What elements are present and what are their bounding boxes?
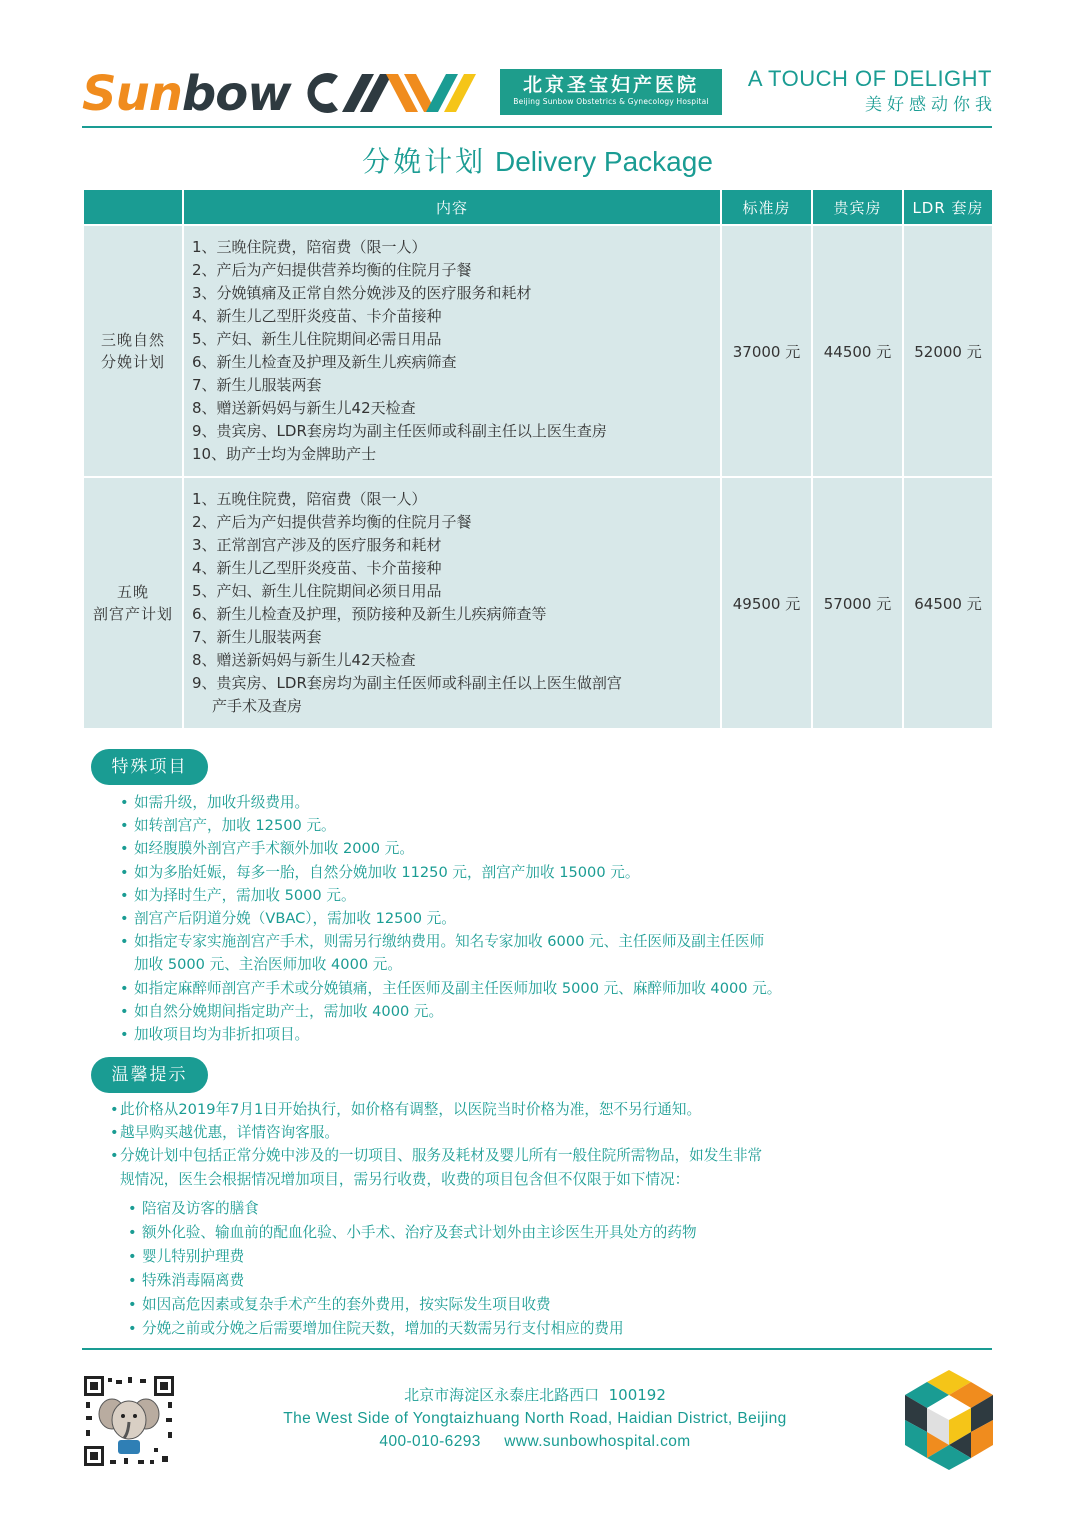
- table-row: [83, 225, 993, 477]
- plan-item: 产手术及查房: [212, 697, 303, 715]
- tips-label: 温馨提示: [91, 1057, 208, 1093]
- header-plan: [83, 189, 183, 225]
- plan-item: 8、赠送新妈妈与新生儿42天检查: [192, 651, 416, 669]
- price-ldr: 52000 元: [903, 225, 993, 477]
- list-item-continued: 加收 5000 元、主治医师加收 4000 元。: [134, 956, 402, 974]
- header-standard-room: 标准房: [721, 189, 812, 225]
- page-title-cn: 分娩计划: [362, 145, 487, 178]
- header-divider: [82, 126, 992, 128]
- plan-item: 10、助产士均为金牌助产士: [192, 445, 377, 463]
- slogan: [747, 66, 997, 118]
- list-item: • 特殊消毒隔离费: [128, 1269, 697, 1293]
- list-item: • 如经腹膜外剖宫产手术额外加收 2000 元。: [120, 837, 781, 860]
- page-header: [82, 60, 997, 128]
- plan-name: [83, 477, 183, 729]
- special-items-list: [120, 791, 781, 1046]
- footer-divider: [82, 1348, 992, 1350]
- plan-item: 9、贵宾房、LDR套房均为副主任医师或科副主任以上医生做剖宫: [192, 674, 622, 692]
- plan-name: [83, 225, 183, 477]
- logo-letters-un: un: [115, 66, 182, 122]
- list-item: • 如指定麻醉师剖宫产手术或分娩镇痛，主任医师及副主任医师加收 5000 元、麻醉师加收 4000 元。: [120, 977, 781, 1000]
- price-vip: 44500 元: [812, 225, 903, 477]
- list-item: • 如转剖宫产，加收 12500 元。: [120, 814, 781, 837]
- header-ldr-suite: LDR 套房: [903, 189, 993, 225]
- hospital-name-en: Beijing Sunbow Obstetrics & Gynecology Hospital: [513, 97, 709, 106]
- plan-item: 2、产后为产妇提供营养均衡的住院月子餐: [192, 513, 472, 531]
- list-item: • 如需升级，加收升级费用。: [120, 791, 781, 814]
- plan-item: 1、三晚住院费，陪宿费（限一人）: [192, 238, 427, 256]
- hospital-name-badge: [500, 69, 722, 115]
- footer-contact: [230, 1384, 840, 1453]
- special-items-label: 特殊项目: [91, 749, 208, 785]
- list-item: • 陪宿及访客的膳食: [128, 1197, 697, 1221]
- plan-item: 4、新生儿乙型肝炎疫苗、卡介苗接种: [192, 307, 442, 325]
- price-standard: 49500 元: [721, 477, 812, 729]
- plan-item: 9、贵宾房、LDR套房均为副主任医师或科副主任以上医生查房: [192, 422, 607, 440]
- list-item: • 剖宫产后阴道分娩（VBAC），需加收 12500 元。: [120, 907, 781, 930]
- plan-item: 2、产后为产妇提供营养均衡的住院月子餐: [192, 261, 472, 279]
- list-item: • 分娩计划中包括正常分娩中涉及的一切项目、服务及耗材及婴儿所有一般住院所需物品，如发生非常: [110, 1144, 762, 1167]
- plan-item: 3、分娩镇痛及正常自然分娩涉及的医疗服务和耗材: [192, 284, 532, 302]
- plan-name-line: 五晚: [116, 583, 149, 601]
- plan-item: 7、新生儿服装两套: [192, 376, 322, 394]
- logo-letters-bow: bow: [181, 66, 291, 122]
- plan-name-line: 剖宫产计划: [92, 605, 173, 623]
- plan-item: 3、正常剖宫产涉及的医疗服务和耗材: [192, 536, 442, 554]
- delivery-package-table: [82, 188, 994, 730]
- plan-items: [183, 225, 721, 477]
- plan-item: 5、产妇、新生儿住院期间必须日用品: [192, 582, 442, 600]
- list-item-continued: 规情况，医生会根据情况增加项目，需另行收费，收费的项目包含但不仅限于如下情况：: [120, 1170, 690, 1188]
- list-item: • 此价格从2019年7月1日开始执行，如价格有调整，以医院当时价格为准，恕不另行通知。: [110, 1098, 762, 1121]
- list-item: • 如指定专家实施剖宫产手术，则需另行缴纳费用。知名专家加收 6000 元、主任医师及副主任医师: [120, 930, 781, 953]
- list-item: • 如为择时生产，需加收 5000 元。: [120, 884, 781, 907]
- qr-code-icon: [84, 1376, 174, 1466]
- table-row: [83, 477, 993, 729]
- plan-item: 4、新生儿乙型肝炎疫苗、卡介苗接种: [192, 559, 442, 577]
- price-vip: 57000 元: [812, 477, 903, 729]
- hospital-name-cn: 北京圣宝妇产医院: [522, 74, 699, 96]
- tips-list: [110, 1098, 762, 1191]
- price-ldr: 64500 元: [903, 477, 993, 729]
- contact-line: 400-010-6293 www.sunbowhospital.com: [379, 1433, 691, 1450]
- plan-name-line: 分娩计划: [100, 353, 165, 371]
- plan-item: 6、新生儿检查及护理，预防接种及新生儿疾病筛查等: [192, 605, 547, 623]
- logo-mark-icon: [304, 70, 494, 116]
- logo-wordmark: [82, 66, 291, 122]
- plan-item: 5、产妇、新生儿住院期间必需日用品: [192, 330, 442, 348]
- page-title: [0, 140, 1075, 184]
- plan-item: 6、新生儿检查及护理及新生儿疾病筛查: [192, 353, 457, 371]
- page-title-en: Delivery Package: [495, 146, 713, 177]
- logo-letter-s: S: [82, 66, 116, 122]
- tips-sub-list: [128, 1197, 697, 1341]
- header-content: 内容: [183, 189, 721, 225]
- address-cn: 北京市海淀区永泰庄北路西口 100192: [404, 1386, 666, 1404]
- list-item: • 如自然分娩期间指定助产士，需加收 4000 元。: [120, 1000, 781, 1023]
- slogan-en: A TOUCH OF DELIGHT: [747, 66, 992, 91]
- address-en: The West Side of Yongtaizhuang North Road, Haidian District, Beijing: [283, 1410, 787, 1427]
- plan-items: [183, 477, 721, 729]
- list-item: • 越早购买越优惠，详情咨询客服。: [110, 1121, 762, 1144]
- plan-name-line: 三晚自然: [100, 331, 165, 349]
- list-item: • 分娩之前或分娩之后需要增加住院天数，增加的天数需另行支付相应的费用: [128, 1317, 697, 1341]
- list-item: • 额外化验、输血前的配血化验、小手术、治疗及套式计划外由主诊医生开具处方的药物: [128, 1221, 697, 1245]
- price-standard: 37000 元: [721, 225, 812, 477]
- plan-item: 7、新生儿服装两套: [192, 628, 322, 646]
- list-item: • 如因高危因素或复杂手术产生的套外费用，按实际发生项目收费: [128, 1293, 697, 1317]
- list-item: • 如为多胎妊娠，每多一胎，自然分娩加收 11250 元，剖宫产加收 15000 元。: [120, 861, 781, 884]
- header-vip-room: 贵宾房: [812, 189, 903, 225]
- brand-cube-icon: [905, 1370, 993, 1470]
- plan-item: 8、赠送新妈妈与新生儿42天检查: [192, 399, 416, 417]
- list-item: • 婴儿特别护理费: [128, 1245, 697, 1269]
- list-item: • 加收项目均为非折扣项目。: [120, 1023, 781, 1046]
- plan-item: 1、五晚住院费，陪宿费（限一人）: [192, 490, 427, 508]
- table-header-row: [83, 189, 993, 225]
- slogan-cn: 美好感动你我: [865, 95, 997, 115]
